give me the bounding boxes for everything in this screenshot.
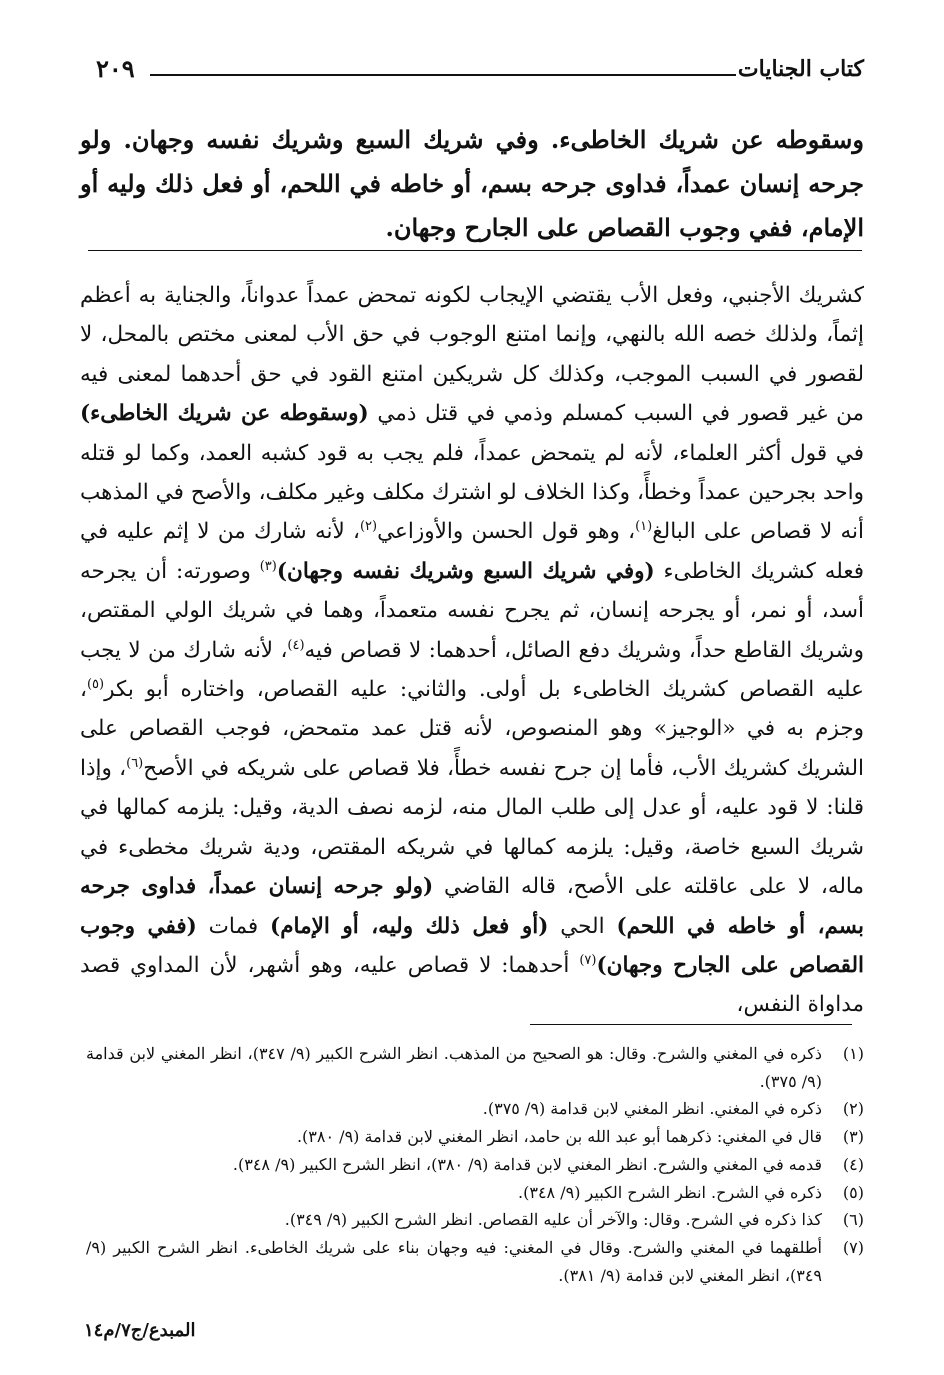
commentary-text: ، وجزم به في «الوجيز» وهو المنصوص، لأنه قتل عمد متمحض، فوجب القصاص على الشريك كشريك الأب، فأما إن جرح نفسه خطأً، فلا قصاص على شريكه في الأصح: [80, 677, 864, 781]
footnote-text: كذا ذكره في الشرح. وقال: والآخر أن عليه القصاص. انظر الشرح الكبير (٩/ ٣٤٩).: [284, 1210, 822, 1230]
footnote-ref[interactable]: (٣): [259, 558, 277, 574]
quoted-matn: (ففي وجوب القصاص على الجارح وجهان): [80, 913, 864, 978]
quoted-matn: (وفي شريك السبع وشريك نفسه وجهان): [276, 558, 655, 584]
footnote-item: [86, 1123, 864, 1151]
commentary-text: الحي: [560, 913, 605, 939]
running-header: [60, 48, 864, 88]
footnote-ref[interactable]: (٧): [579, 952, 597, 968]
commentary-text: وصورته: أن يجرحه أسد، أو نمر، أو يجرحه إنسان، ثم يجرح نفسه متعمداً، وهما في شريك الولي المقتص، وشريك القاطع حداً، وشريك دفع الصائل، أحدهما: لا قصاص فيه: [80, 558, 864, 663]
commentary-text: كشريك الأجنبي، وفعل الأب يقتضي الإيجاب لكونه تمحض عمداً عدواناً، والجناية به أعظم إثماً، ولذلك خصه الله بالنهي، وإنما امتنع الوجوب في حق الأب لمعنى مختص بالمحل، لا لقصور في السبب الموجب، وكذلك كل شريكين امتنع القود في حق أحدهما لمعنى فيه من غير قصور في السبب كمسلم وذمي في قتل ذمي: [80, 283, 864, 427]
footnote-ref[interactable]: (٦): [126, 755, 144, 771]
header-rule: [150, 74, 736, 76]
commentary-text: فمات: [208, 913, 259, 939]
footnote-text: ذكره في الشرح. انظر الشرح الكبير (٩/ ٣٤٨).: [518, 1182, 822, 1202]
commentary-text: ، لأنه شارك من لا يجب عليه القصاص كشريك الخاطىء بل أولى. والثاني: عليه القصاص، واختاره أبو بكر: [80, 637, 864, 703]
main-text-paragraph: وسقوطه عن شريك الخاطىء. وفي شريك السبع وشريك نفسه وجهان. ولو جرحه إنسان عمداً، فداوى جرحه بسم، أو خاطه في اللحم، أو فعل ذلك وليه أو الإمام، ففي وجوب القصاص على الجارح وجهان.: [80, 125, 864, 242]
footnote-item: [86, 1234, 864, 1289]
footnote-text: قال في المغني: ذكرهما أبو عبد الله بن حامد، انظر المغني لابن قدامة (٩/ ٣٨٠).: [296, 1127, 822, 1147]
commentary-text: ، وهو قول الحسن والأوزاعي: [377, 519, 636, 545]
printer-signature: المبدع/ج٧/م١٤: [84, 1320, 196, 1341]
main-text: [80, 118, 864, 250]
footnote-number: (٤): [842, 1154, 864, 1174]
footnotes: [86, 1040, 864, 1289]
footnote-item: [86, 1179, 864, 1207]
commentary-text: أحدهما: لا قصاص عليه، وهو أشهر، لأن المداوي قصد مداواة النفس،: [80, 952, 864, 1018]
footnote-number: (٣): [842, 1127, 864, 1147]
commentary: [80, 276, 864, 1025]
footnote-ref[interactable]: (١): [635, 519, 653, 535]
footnote-item: [86, 1206, 864, 1234]
footnote-text: قدمه في المغني والشرح. انظر المغني لابن قدامة (٩/ ٣٨٠)، انظر الشرح الكبير (٩/ ٣٤٨).: [232, 1154, 822, 1174]
footnote-number: (٥): [842, 1182, 864, 1202]
footnote-item: [86, 1151, 864, 1179]
footnote-number: (٧): [842, 1237, 864, 1257]
main-divider: [88, 250, 862, 251]
commentary-text: ، لأنه شارك من لا إثم عليه في فعله كشريك الخاطىء: [80, 519, 864, 584]
commentary-text: ، وإذا قلنا: لا قود عليه، أو عدل إلى طلب المال منه، لزمه نصف الدية، وقيل: يلزمه كمالها في شريك السبع خاصة، وقيل: يلزمه كمالها في شريكه المقتص، ودية شريك مخطىء في ماله، لا على عاقلته على الأصح، قاله القاضي: [80, 755, 864, 900]
chapter-title: كتاب الجنايات: [737, 56, 864, 82]
footnote-text: أطلقهما في المغني والشرح. وقال في المغني: فيه وجهان بناء على شريك الخاطىء. انظر الشرح الكبير (٩/ ٣٤٩)، انظر المغني لابن قدامة (٩/ ٣٨١).: [86, 1237, 822, 1285]
quoted-matn: (وسقوطه عن شريك الخاطىء): [80, 401, 369, 427]
footnote-number: (٦): [842, 1210, 864, 1230]
footnote-ref[interactable]: (٢): [359, 519, 378, 535]
footnote-text: ذكره في المغني. انظر المغني لابن قدامة (٩/ ٣٧٥).: [482, 1099, 822, 1119]
commentary-paragraph: [80, 276, 864, 1025]
footnote-number: (١): [842, 1044, 864, 1063]
quoted-matn: (ولو جرحه إنسان عمداً، فداوى جرحه بسم، أو خاطه في اللحم): [80, 874, 864, 939]
footnote-item: [86, 1095, 864, 1123]
footnote-rule: [530, 1024, 852, 1025]
footnote-ref[interactable]: (٥): [86, 676, 105, 692]
footnote-ref[interactable]: (٤): [287, 637, 305, 653]
footnote-text: ذكره في المغني والشرح. وقال: هو الصحيح من المذهب. انظر الشرح الكبير (٩/ ٣٤٧)، انظر المغني لابن قدامة (٩/ ٣٧٥).: [86, 1044, 822, 1091]
footnote-item: [86, 1040, 864, 1095]
quoted-matn: (أو فعل ذلك وليه، أو الإمام): [270, 913, 549, 939]
commentary-text: في قول أكثر العلماء، لأنه لم يتمحض عمداً، فلم يجب به قود كشبه العمد، وكما لو قتله واحد بجرحين عمداً وخطأً، وكذا الخلاف لو اشترك مكلف وغير مكلف، والأصح في المذهب أنه لا قصاص على البالغ: [80, 440, 864, 545]
footnote-number: (٢): [842, 1099, 864, 1119]
page-number: ٢٠٩: [96, 54, 135, 83]
